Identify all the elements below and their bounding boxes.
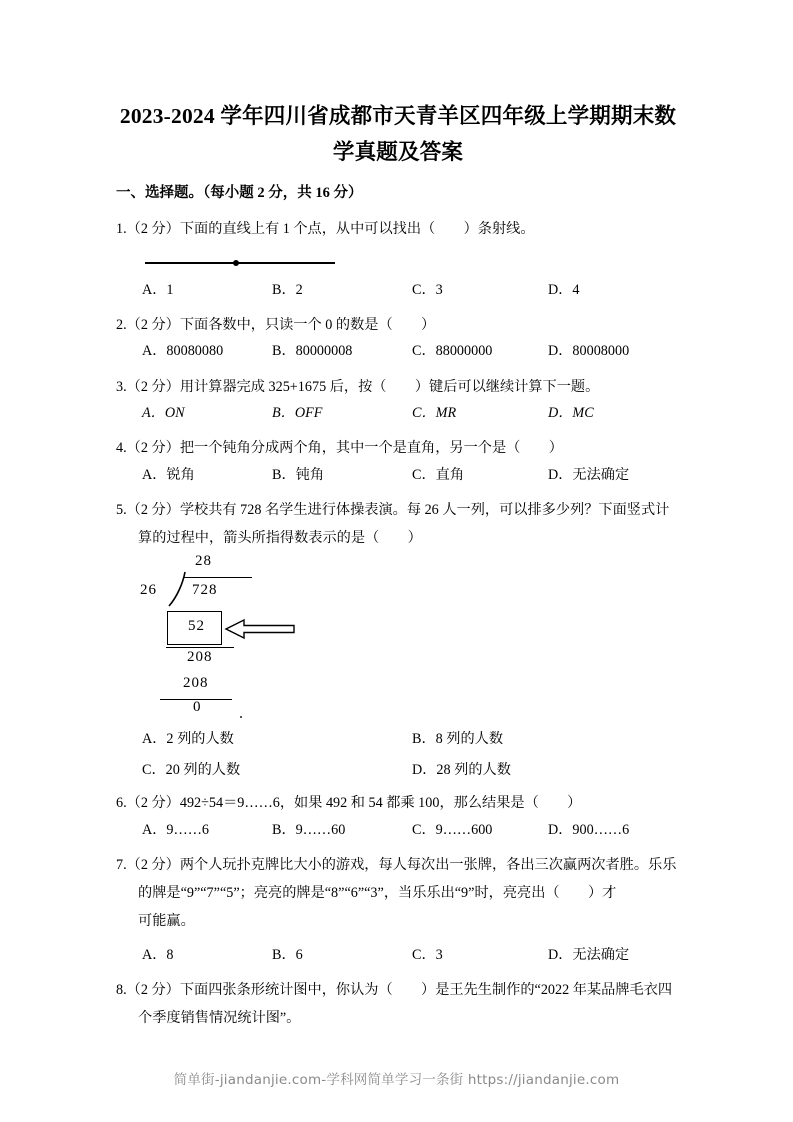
division-partial-2: 208: [183, 675, 209, 691]
option-c[interactable]: C．88000000: [412, 343, 493, 359]
question-2: [116, 311, 688, 339]
option-b[interactable]: B．8 列的人数: [412, 731, 504, 747]
option-a[interactable]: A．80080080: [142, 343, 224, 359]
option-c[interactable]: C．MR: [412, 405, 457, 421]
title-line-2: 学真题及答案: [332, 140, 464, 164]
question-5: [116, 496, 688, 552]
question-3-options: [116, 402, 688, 424]
question-6-text: 6.（2 分）492÷54＝9……6，如果 492 和 54 都乘 100，那么结果是（ ）: [116, 795, 582, 811]
option-a[interactable]: A．2 列的人数: [142, 731, 234, 747]
option-c[interactable]: C．20 列的人数: [142, 762, 241, 778]
question-7-options: [116, 944, 688, 966]
division-divisor: 26: [140, 582, 157, 598]
q5-long-division-figure: [140, 553, 410, 721]
stray-dot: [240, 716, 242, 718]
division-quotient: 28: [195, 553, 212, 569]
footer-watermark: 简单街-jiandanjie.com-学科网简单学习一条街 https://jiandanjie.com: [173, 1072, 620, 1088]
line-segment: [145, 262, 335, 264]
option-b[interactable]: B．OFF: [272, 405, 323, 421]
option-d[interactable]: D．28 列的人数: [412, 762, 511, 778]
question-1: [116, 215, 688, 243]
option-a[interactable]: A．9……6: [142, 822, 209, 838]
option-b[interactable]: B．9……60: [272, 822, 346, 838]
option-d[interactable]: D．900……6: [548, 822, 630, 838]
question-4: [116, 434, 688, 462]
division-remainder: 0: [193, 699, 202, 715]
title-line-1: 2023-2024 学年四川省成都市天青羊区四年级上学期期末数: [119, 104, 677, 128]
left-arrow-icon: [224, 617, 296, 641]
option-c[interactable]: C．3: [412, 947, 443, 963]
option-b[interactable]: B．80000008: [272, 343, 353, 359]
option-a[interactable]: A．ON: [142, 405, 185, 421]
section-heading: 一、选择题。（每小题 2 分，共 16 分）: [116, 185, 363, 201]
question-7-text-line-1: 7.（2 分）两个人玩扑克牌比大小的游戏，每人每次出一张牌，各出三次赢两次者胜。乐乐: [116, 857, 677, 873]
option-d[interactable]: D．80008000: [548, 343, 630, 359]
question-5-options-row-1: [116, 728, 688, 750]
question-7-text-line-2: 的牌是“9”“7”“5”；亮亮的牌是“8”“6”“3”，当乐乐出“9”时，亮亮出（ ）才: [138, 885, 617, 901]
question-6-options: [116, 819, 688, 841]
division-bracket-icon: [168, 571, 186, 607]
option-b[interactable]: B．2: [272, 282, 303, 298]
division-dividend: 728: [192, 582, 218, 598]
question-3: [116, 373, 688, 401]
option-d[interactable]: D．MC: [548, 405, 594, 421]
option-a[interactable]: A．锐角: [142, 467, 195, 483]
option-b[interactable]: B．6: [272, 947, 303, 963]
question-7: [116, 851, 688, 935]
question-6: [116, 789, 688, 817]
question-4-text: 4.（2 分）把一个钝角分成两个角，其中一个是直角，另一个是（ ）: [116, 440, 563, 456]
q1-number-line-figure: [145, 258, 335, 268]
option-b[interactable]: B．钝角: [272, 467, 325, 483]
question-2-text: 2.（2 分）下面各数中，只读一个 0 的数是（ ）: [116, 317, 436, 333]
option-c[interactable]: C．直角: [412, 467, 465, 483]
question-5-text-line-1: 5.（2 分）学校共有 728 名学生进行体操表演。每 26 人一列，可以排多少列？下面竖式计: [116, 502, 670, 518]
division-boxed-value: 52: [188, 618, 205, 634]
question-1-options: [116, 279, 688, 301]
question-1-text: 1.（2 分）下面的直线上有 1 个点，从中可以找出（ ）条射线。: [116, 221, 535, 237]
question-7-text-line-3: 可能赢。: [138, 913, 195, 929]
question-5-options-row-2: [116, 759, 688, 781]
question-5-text-line-2: 算的过程中，箭头所指得数表示的是（ ）: [138, 530, 422, 546]
question-4-options: [116, 464, 688, 486]
option-d[interactable]: D．4: [548, 282, 580, 298]
division-partial-1: 208: [187, 649, 213, 665]
question-3-text: 3.（2 分）用计算器完成 325+1675 后，按（ ）键后可以继续计算下一题。: [116, 379, 600, 395]
option-c[interactable]: C．9……600: [412, 822, 493, 838]
division-vinculum: [184, 577, 252, 578]
option-d[interactable]: D．无法确定: [548, 947, 630, 963]
question-8-text-line-1: 8.（2 分）下面四张条形统计图中，你认为（ ）是王先生制作的“2022 年某品牌毛衣四: [116, 982, 673, 998]
question-2-options: [116, 340, 688, 362]
page-title: [113, 98, 683, 170]
option-c[interactable]: C．3: [412, 282, 443, 298]
option-a[interactable]: A．1: [142, 282, 174, 298]
option-d[interactable]: D．无法确定: [548, 467, 630, 483]
option-a[interactable]: A．8: [142, 947, 174, 963]
line-point-dot: [233, 260, 239, 266]
question-8: [116, 976, 688, 1032]
question-8-text-line-2: 个季度销售情况统计图”。: [138, 1010, 301, 1026]
